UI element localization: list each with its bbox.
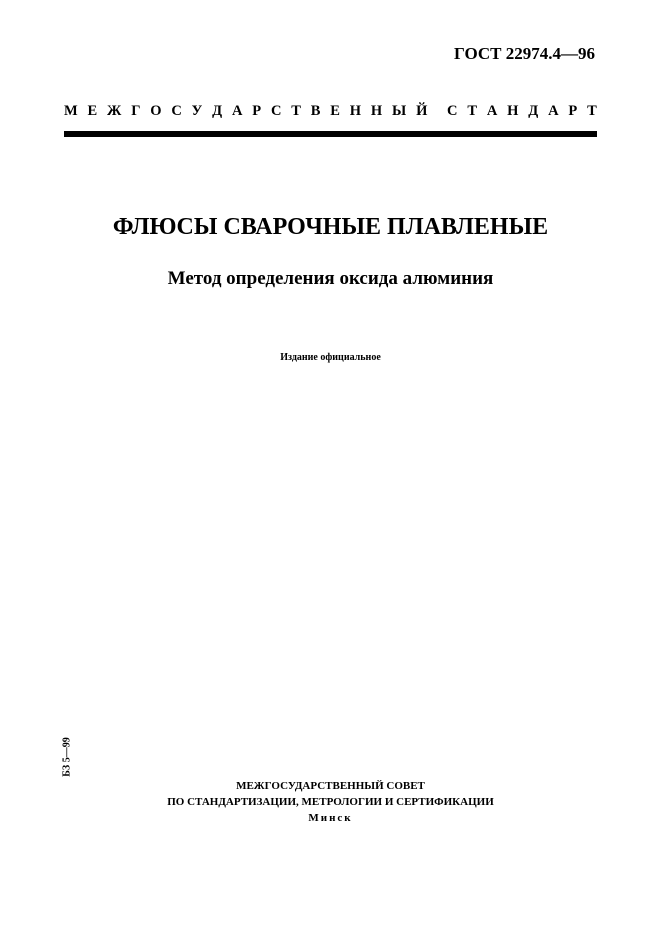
publisher-line-2: ПО СТАНДАРТИЗАЦИИ, МЕТРОЛОГИИ И СЕРТИФИКАЦИИ — [167, 796, 494, 808]
edition-label: Издание официальное — [280, 352, 381, 363]
standard-type-letter: С — [447, 103, 458, 119]
standard-type-letter: А — [486, 103, 498, 119]
standard-type-heading — [64, 103, 597, 120]
gost-number: ГОСТ 22974.4—96 — [454, 44, 595, 63]
header-rule — [64, 131, 597, 137]
document-subtitle: Метод определения оксида алюминия — [167, 268, 494, 289]
standard-type-letter: С — [270, 103, 282, 119]
standard-type-letter: Т — [587, 103, 597, 119]
standard-type-letter: Р — [568, 103, 578, 119]
standard-type-letter: Д — [528, 103, 539, 119]
standard-type-letter: Г — [131, 103, 141, 119]
standard-type-letter: У — [191, 103, 203, 119]
standard-type-letter: А — [548, 103, 559, 119]
standard-type-letter: Д — [212, 103, 223, 119]
publisher-block — [0, 778, 661, 826]
standard-type-letter: Н — [349, 103, 362, 119]
standard-type-letter: М — [64, 103, 78, 119]
standard-type-letter: О — [150, 103, 162, 119]
standard-type-letter: Р — [252, 103, 262, 119]
document-title: ФЛЮСЫ СВАРОЧНЫЕ ПЛАВЛЕНЫЕ — [112, 214, 549, 240]
standard-type-letter: Е — [330, 103, 340, 119]
standard-type-letter: Н — [370, 103, 383, 119]
standard-type-letter: Ж — [107, 103, 122, 119]
standard-type-letter: Е — [87, 103, 98, 119]
standard-type-letter: Й — [416, 103, 428, 119]
standard-type-letter: Н — [507, 103, 519, 119]
standard-type-letter: А — [231, 103, 243, 119]
standard-type-letter: Ы — [392, 103, 407, 119]
standard-type-letter: Т — [467, 103, 477, 119]
publisher-line-1: МЕЖГОСУДАРСТВЕННЫЙ СОВЕТ — [236, 780, 425, 792]
side-code-text: БЗ 5—99 — [61, 737, 73, 777]
publisher-city: Минск — [308, 812, 353, 824]
standard-type-letter: С — [171, 103, 182, 119]
side-code — [60, 733, 74, 781]
standard-type-letter: Т — [291, 103, 301, 119]
standard-type-letter: В — [310, 103, 321, 119]
